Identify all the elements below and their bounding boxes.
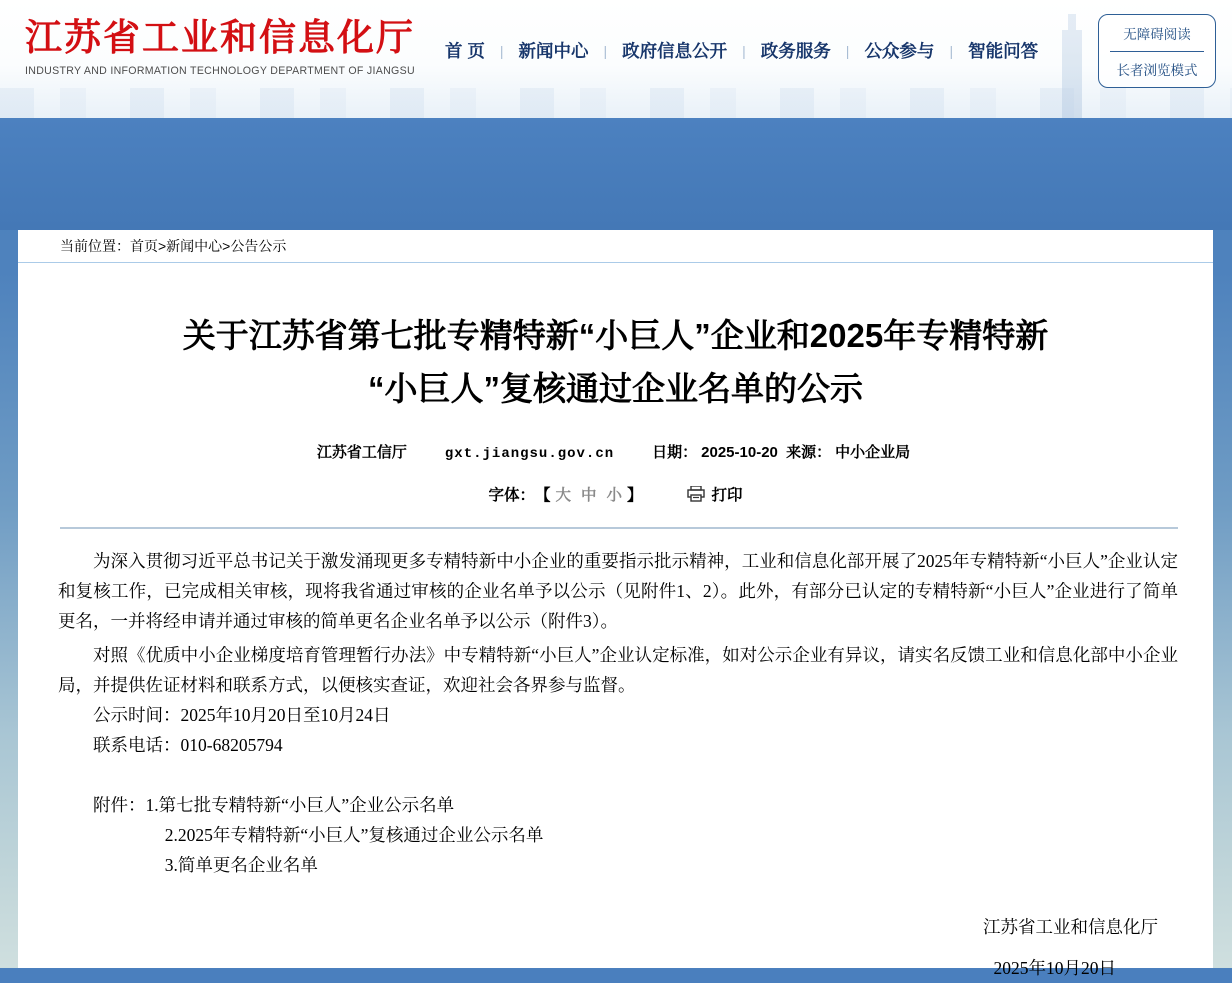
font-size-small-button[interactable]: 小	[606, 487, 623, 504]
print-label: 打印	[711, 487, 743, 504]
meta-origin-value: 中小企业局	[835, 444, 911, 461]
skyline-decoration	[0, 88, 1232, 118]
paragraph: 对照《优质中小企业梯度培育管理暂行办法》中专精特新“小巨人”企业认定标准，如对公示企业有异议，请实名反馈工业和信息化部中小企业局，并提供佐证材料和联系方式，以便核实查证，欢迎社会各界参与监督。	[58, 645, 1178, 695]
article-meta	[18, 441, 1213, 462]
meta-origin-label: 来源：	[786, 444, 832, 461]
main-nav	[430, 38, 1053, 63]
nav-item-services[interactable]: 政务服务	[760, 41, 831, 61]
nav-separator: |	[949, 42, 954, 59]
accessibility-box	[1098, 14, 1216, 88]
bracket-open: 【	[534, 487, 551, 504]
attachment-row	[58, 850, 1178, 880]
content-card	[18, 230, 1213, 978]
meta-date-value: 2025-10-20	[701, 444, 778, 461]
nav-separator: |	[499, 42, 504, 59]
publish-time-line: 公示时间：2025年10月20日至10月24日	[93, 705, 391, 725]
attachment-row	[58, 820, 1178, 850]
signature-department: 江苏省工业和信息化厅	[983, 917, 1158, 937]
print-button[interactable]	[687, 483, 743, 505]
breadcrumb-path[interactable]: 首页>新闻中心>公告公示	[130, 238, 287, 254]
attachment-row	[58, 790, 1178, 820]
printer-icon	[687, 486, 705, 502]
accessibility-reading-button[interactable]: 无障碍阅读	[1123, 26, 1191, 42]
attachments	[58, 790, 1178, 880]
attachment-link-3[interactable]: 3.简单更名企业名单	[164, 855, 318, 875]
nav-separator: |	[603, 42, 608, 59]
font-size-label: 字体：	[488, 487, 535, 504]
nav-item-home[interactable]: 首 页	[445, 41, 485, 61]
article-body	[18, 529, 1213, 983]
bracket-close: 】	[627, 487, 643, 504]
page-title-line2: “小巨人”复核通过企业名单的公示	[368, 370, 863, 407]
site-header	[0, 0, 1232, 118]
site-logo-title: 江苏省工业和信息化厅	[25, 17, 415, 58]
page-title	[18, 309, 1213, 415]
page-title-line1: 关于江苏省第七批专精特新“小巨人”企业和2025年专精特新	[182, 317, 1049, 354]
paragraph: 为深入贯彻习近平总书记关于激发涌现更多专精特新中小企业的重要指示批示精神，工业和信息化部开展了2025年专精特新“小巨人”企业认定和复核工作，已完成相关审核，现将我省通过审核的企业名单予以公示（见附件1、2）。此外，有部分已认定的专精特新“小巨人”企业进行了简单更名，一并将经申请并通过审核的简单更名企业名单予以公示（附件3）。	[58, 551, 1178, 631]
breadcrumb-label: 当前位置：	[60, 238, 130, 254]
meta-website: gxt.jiangsu.gov.cn	[444, 446, 615, 462]
font-size-medium-button[interactable]: 中	[580, 487, 597, 504]
font-controls	[18, 483, 1213, 505]
nav-separator: |	[742, 42, 746, 59]
nav-item-news[interactable]: 新闻中心	[518, 41, 589, 61]
breadcrumb	[18, 230, 1213, 263]
meta-date-origin	[652, 441, 914, 462]
site-logo[interactable]	[25, 16, 415, 77]
meta-department: 江苏省工信厅	[316, 444, 407, 461]
attachment-link-1[interactable]: 1.第七批专精特新“小巨人”企业公示名单	[145, 795, 455, 815]
nav-item-participation[interactable]: 公众参与	[864, 41, 935, 61]
font-size-large-button[interactable]: 大	[555, 487, 571, 504]
contact-line: 联系电话：010-68205794	[93, 735, 283, 755]
attachment-link-2[interactable]: 2.2025年专精特新“小巨人”复核通过企业公示名单	[164, 825, 544, 845]
nav-separator: |	[845, 42, 850, 59]
nav-item-smart-qa[interactable]: 智能问答	[968, 41, 1039, 61]
elder-mode-button[interactable]: 长者浏览模式	[1116, 63, 1198, 79]
nav-item-gov-info[interactable]: 政府信息公开	[622, 41, 728, 61]
meta-date-label: 日期：	[652, 444, 698, 461]
signature-date: 2025年10月20日	[993, 958, 1116, 978]
attachments-label: 附件：	[93, 795, 146, 815]
site-logo-subtitle: INDUSTRY AND INFORMATION TECHNOLOGY DEPARTMENT OF JIANGSU	[25, 65, 415, 77]
building-decoration	[1062, 30, 1082, 118]
search-band	[0, 118, 1232, 230]
